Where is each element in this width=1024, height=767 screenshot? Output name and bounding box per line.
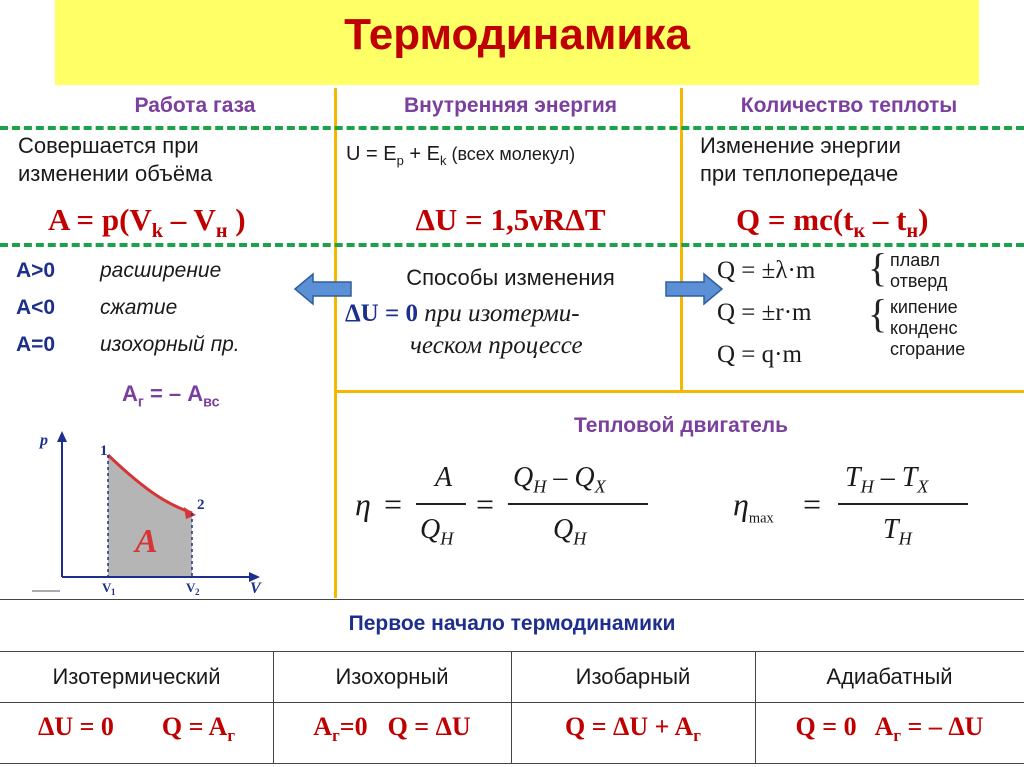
svg-text:1: 1 xyxy=(111,587,116,597)
brace-icon: { xyxy=(868,245,888,290)
efficiency-numerator: $Q_H - Q_X$ xyxy=(513,462,606,497)
cell-isothermal: ΔU = 0 $Q = A_г$ xyxy=(38,712,235,746)
header-work: Работа газа xyxy=(134,94,256,117)
arrow-right-icon xyxy=(664,272,724,306)
cell-isobaric: $Q = \Delta U + A_г$ xyxy=(565,712,701,746)
arrow-left-icon xyxy=(293,272,353,306)
dashed-line-top xyxy=(0,126,1024,130)
svg-text:2: 2 xyxy=(195,587,200,597)
brace-icon: { xyxy=(868,291,888,336)
svg-text:1: 1 xyxy=(100,443,108,459)
case-row: A=0 изохорный пр. xyxy=(16,333,240,356)
p-label: p xyxy=(40,432,48,449)
heat-description: Изменение энергии при теплопередаче xyxy=(700,133,901,186)
table-row-border xyxy=(0,702,1024,703)
work-ag: $A_г$ = – $A_{вс}$ xyxy=(122,381,220,411)
work-description: Совершается при изменении объёма xyxy=(18,133,213,186)
internal-energy-def: $U = E_p + E_k$ (всех молекул) xyxy=(346,143,576,168)
curve-arrowhead xyxy=(184,507,196,519)
efficiency-denominator: $Q_H$ xyxy=(553,514,587,549)
v-label: V xyxy=(250,580,261,597)
header-energy: Внутренняя энергия xyxy=(404,94,617,117)
equals-sign: = xyxy=(476,486,495,522)
cell-isochoric: $A_г=0$ Q = ΔU xyxy=(313,712,471,746)
heat-process-labels: плавл отверд кипение конденс сгорание xyxy=(890,250,966,359)
carnot-numerator: $T_H - T_X$ xyxy=(845,462,929,497)
pv-graph xyxy=(20,425,270,600)
case-row: A<0 сжатие xyxy=(16,296,178,319)
table-header-isochoric: Изохорный xyxy=(335,664,449,689)
work-formula: $A = p(V_k - V_н$ ) xyxy=(48,202,246,243)
heat-formulas xyxy=(717,250,815,376)
equals-sign: = xyxy=(803,486,822,522)
eta-max-symbol: $\eta_{max}$ xyxy=(733,486,774,527)
methods-label: Способы изменения xyxy=(406,265,615,290)
equals-sign: = xyxy=(384,486,403,522)
cell-adiabatic: Q = 0 $A_г$ = – ΔU xyxy=(795,712,984,746)
carnot-denominator: $T_H$ xyxy=(883,514,912,549)
heat-formula: $Q = mc(t_к - t_н)$ xyxy=(736,202,929,243)
isothermal-note: ΔU = 0 при изотерми- ческом процессе xyxy=(345,300,583,359)
combustion-formula: Q = q·m xyxy=(717,341,802,368)
table-top-border xyxy=(0,599,1024,600)
table-header-adiabatic: Адиабатный xyxy=(826,664,953,689)
table-header-isobaric: Изобарный xyxy=(575,664,691,689)
svg-text:V: V xyxy=(102,580,112,595)
divider-right xyxy=(680,88,683,390)
case-row: A>0 расширение xyxy=(16,259,222,282)
fraction-bar xyxy=(508,503,648,505)
table-header-isothermal: Изотермический xyxy=(52,664,221,689)
efficiency-denominator: $Q_H$ xyxy=(420,514,454,549)
eta-symbol: η xyxy=(355,486,371,522)
fraction-bar xyxy=(838,503,968,505)
boiling-formula: Q = ±r·m xyxy=(717,299,812,326)
energy-formula: ΔU = 1,5νRΔT xyxy=(415,202,606,237)
area-label: A xyxy=(135,523,158,560)
svg-text:V: V xyxy=(186,580,196,595)
svg-text:2: 2 xyxy=(197,497,205,513)
page-title: Термодинамика xyxy=(344,10,690,59)
divider-left xyxy=(334,88,337,598)
engine-title: Тепловой двигатель xyxy=(573,414,789,437)
table-header-border xyxy=(0,651,1024,652)
header-heat: Количество теплоты xyxy=(740,94,958,117)
fraction-bar xyxy=(416,503,466,505)
work-cases xyxy=(16,252,240,363)
efficiency-numerator: A xyxy=(435,462,453,493)
table-bottom-border xyxy=(0,763,1024,764)
melting-formula: Q = ±λ·m xyxy=(717,257,816,284)
divider-engine xyxy=(336,390,1024,393)
first-law-title: Первое начало термодинамики xyxy=(348,612,676,635)
